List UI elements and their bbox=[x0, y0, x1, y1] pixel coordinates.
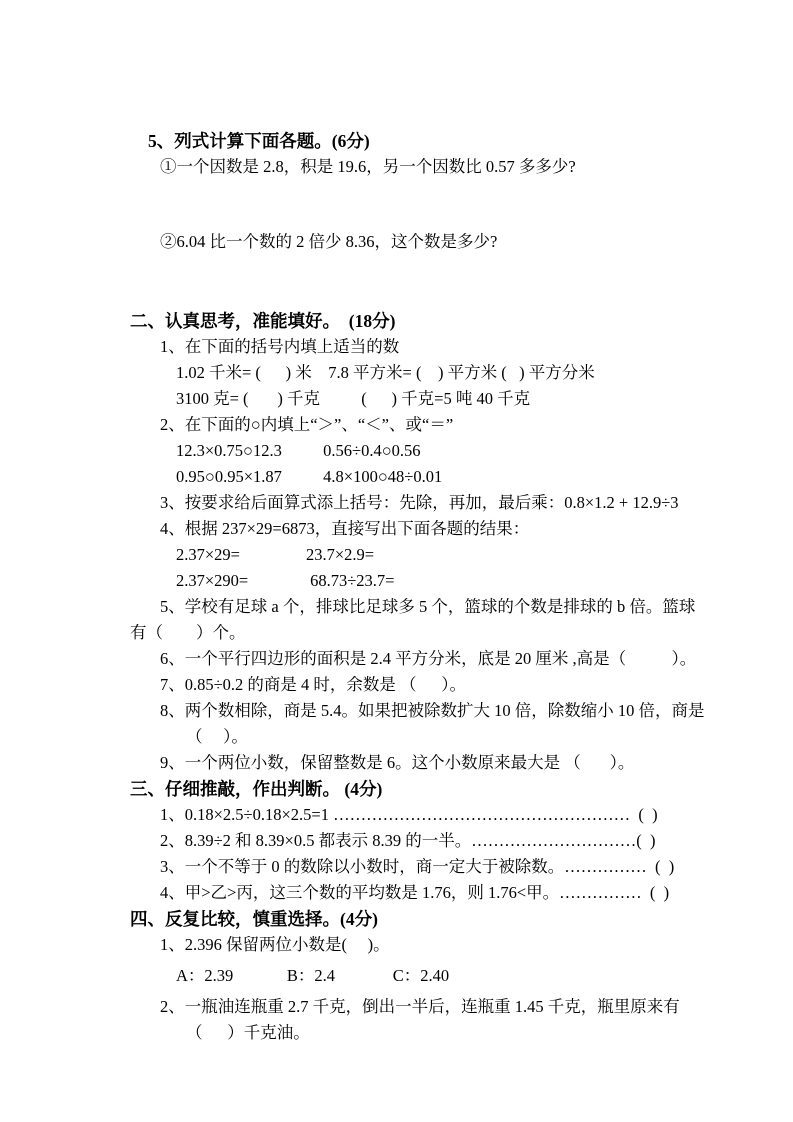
problem-line: 2、在下面的○内填上“＞”、“＜”、或“＝” bbox=[160, 415, 454, 434]
problem-line: 7、0.85÷0.2 的商是 4 时，余数是 （ ）。 bbox=[160, 675, 467, 694]
problem-line-continued: 有（ ）个。 bbox=[130, 623, 246, 642]
judge-line: 4、甲>乙>丙，这三个数的平均数是 1.76，则 1.76<甲。…………… ( ) bbox=[160, 883, 670, 902]
section-heading-5: 5、列式计算下面各题。(6分) bbox=[148, 131, 370, 151]
judge-line: 2、8.39÷2 和 8.39×0.5 都表示 8.39 的一半。…………………………( ) bbox=[160, 831, 656, 850]
calc-line: 2.37×29= 23.7×2.9= bbox=[176, 545, 375, 564]
problem-line: ①一个因数是 2.8，积是 19.6，另一个因数比 0.57 多多少? bbox=[160, 157, 576, 176]
problem-line: 6、一个平行四边形的面积是 2.4 平方分米，底是 20 厘米 ,高是（ ）。 bbox=[160, 649, 697, 668]
problem-line: 2、一瓶油连瓶重 2.7 千克，倒出一半后，连瓶重 1.45 千克，瓶里原来有 bbox=[160, 997, 680, 1016]
choice-options-line: A：2.39 B：2.4 C：2.40 bbox=[176, 966, 450, 985]
section-heading-3: 三、仔细推敲，作出判断。 (4分) bbox=[130, 779, 383, 799]
problem-line-continued: （ ）。 bbox=[186, 727, 248, 746]
section-heading-4: 四、反复比较，慎重选择。(4分) bbox=[130, 909, 378, 929]
problem-line: 1、在下面的括号内填上适当的数 bbox=[160, 337, 400, 356]
problem-line: 3、按要求给后面算式添上括号：先除，再加，最后乘：0.8×1.2 + 12.9÷3 bbox=[160, 493, 679, 512]
problem-line: ②6.04 比一个数的 2 倍少 8.36，这个数是多少? bbox=[160, 232, 498, 251]
judge-line: 3、一个不等于 0 的数除以小数时，商一定大于被除数。…………… ( ) bbox=[160, 857, 675, 876]
calc-line: 2.37×290= 68.73÷23.7= bbox=[176, 571, 395, 590]
problem-line: 8、两个数相除，商是 5.4。如果把被除数扩大 10 倍，除数缩小 10 倍，商是 bbox=[160, 701, 705, 720]
section-heading-2: 二、认真思考，准能填好。 (18分) bbox=[130, 311, 396, 331]
problem-line-continued: （ ）千克油。 bbox=[186, 1023, 310, 1042]
compare-line: 12.3×0.75○12.3 0.56÷0.4○0.56 bbox=[176, 441, 421, 460]
problem-line: 9、一个两位小数，保留整数是 6。这个小数原来最大是 （ ）。 bbox=[160, 753, 635, 772]
problem-line: 1、2.396 保留两位小数是( )。 bbox=[160, 935, 390, 954]
compare-line: 0.95○0.95×1.87 4.8×100○48÷0.01 bbox=[176, 467, 443, 486]
fill-blank-line: 1.02 千米= ( ) 米 7.8 平方米= ( ) 平方米 ( ) 平方分米 bbox=[176, 363, 595, 382]
problem-line: 5、学校有足球 a 个，排球比足球多 5 个，篮球的个数是排球的 b 倍。篮球 bbox=[160, 597, 696, 616]
problem-line: 4、根据 237×29=6873，直接写出下面各题的结果： bbox=[160, 519, 530, 538]
judge-line: 1、0.18×2.5÷0.18×2.5=1 ……………………………………………… ( ) bbox=[160, 805, 658, 824]
fill-blank-line: 3100 克= ( ) 千克 ( ) 千克=5 吨 40 千克 bbox=[176, 389, 531, 408]
